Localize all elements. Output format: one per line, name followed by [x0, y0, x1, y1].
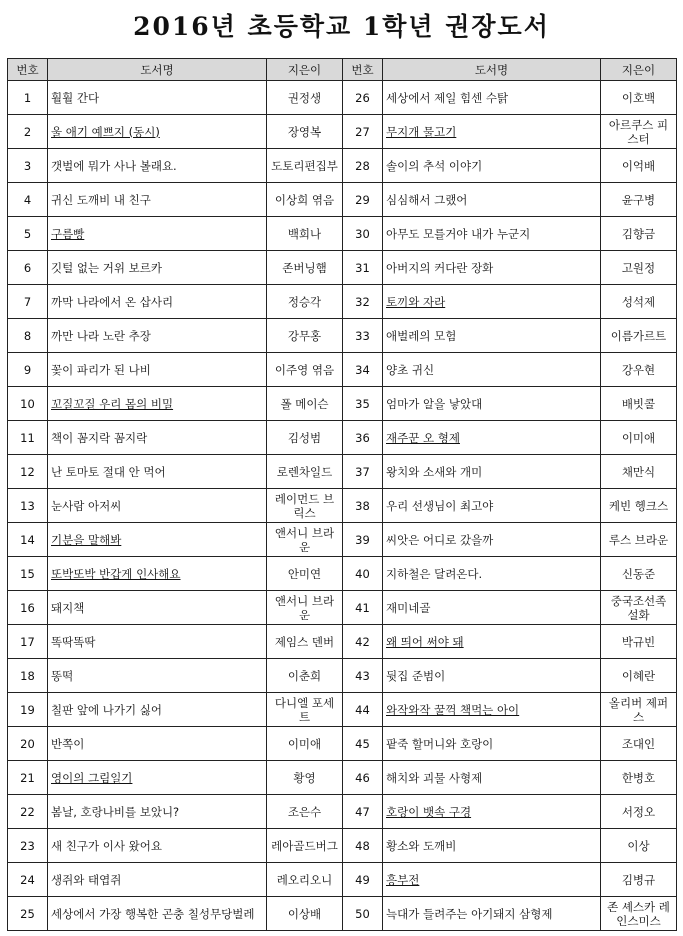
book-title: 세상에서 가장 행복한 곤충 칠성무당벌레: [51, 906, 255, 921]
book-number: 11: [8, 421, 48, 455]
book-author: 채만식: [601, 455, 677, 489]
book-title: 흥부전: [386, 872, 420, 887]
book-number: 14: [8, 523, 48, 557]
table-row: [8, 625, 677, 659]
book-number: 32: [343, 285, 383, 319]
book-title: 까막 나라에서 온 삽사리: [51, 294, 174, 309]
book-author: 레오리오니: [267, 863, 343, 897]
table-row: [8, 353, 677, 387]
book-title-cell: [383, 659, 601, 693]
book-number: 5: [8, 217, 48, 251]
book-author: 제임스 덴버: [267, 625, 343, 659]
book-title: 호랑이 뱃속 구경: [386, 804, 472, 819]
table-row: [8, 863, 677, 897]
book-number: 45: [343, 727, 383, 761]
book-title-cell: [48, 319, 267, 353]
book-title: 황소와 도깨비: [386, 838, 457, 853]
book-author: 루스 브라운: [601, 523, 677, 557]
book-number: 23: [8, 829, 48, 863]
book-title-cell: [48, 353, 267, 387]
book-title-cell: [383, 455, 601, 489]
book-author: 김병규: [601, 863, 677, 897]
book-title-cell: [48, 727, 267, 761]
book-title-cell: [48, 761, 267, 795]
table-header-row: [8, 59, 677, 81]
book-author: 이미애: [267, 727, 343, 761]
book-author: 윤구병: [601, 183, 677, 217]
book-title: 돼지책: [51, 600, 85, 615]
book-author: 황영: [267, 761, 343, 795]
book-author: 권정생: [267, 81, 343, 115]
book-title-cell: [48, 285, 267, 319]
book-number: 37: [343, 455, 383, 489]
book-author: 백희나: [267, 217, 343, 251]
book-number: 44: [343, 693, 383, 727]
book-title-cell: [383, 81, 601, 115]
book-number: 16: [8, 591, 48, 625]
book-author: 장영복: [267, 115, 343, 149]
book-title-cell: [48, 693, 267, 727]
book-number: 24: [8, 863, 48, 897]
book-number: 10: [8, 387, 48, 421]
book-author: 고원정: [601, 251, 677, 285]
book-title: 해치와 괴물 사형제: [386, 770, 483, 785]
book-title-cell: [383, 523, 601, 557]
book-title: 갯벌에 뭐가 사나 볼래요.: [51, 158, 177, 173]
table-row: [8, 897, 677, 931]
book-author: 성석제: [601, 285, 677, 319]
book-number: 43: [343, 659, 383, 693]
book-author: 이호백: [601, 81, 677, 115]
table-row: [8, 149, 677, 183]
book-number: 40: [343, 557, 383, 591]
book-number: 49: [343, 863, 383, 897]
book-title-cell: [48, 421, 267, 455]
book-number: 36: [343, 421, 383, 455]
book-title: 새 친구가 이사 왔어요: [51, 838, 162, 853]
book-title-cell: [383, 217, 601, 251]
book-author: 조대인: [601, 727, 677, 761]
book-title: 눈사람 아저씨: [51, 498, 122, 513]
book-title-cell: [383, 693, 601, 727]
book-title-cell: [48, 149, 267, 183]
book-title: 애벌레의 모험: [386, 328, 457, 343]
table-row: [8, 421, 677, 455]
table-row: [8, 285, 677, 319]
table-row: [8, 693, 677, 727]
book-author: 조은수: [267, 795, 343, 829]
book-number: 28: [343, 149, 383, 183]
book-title-cell: [383, 421, 601, 455]
book-author: 이혜란: [601, 659, 677, 693]
book-title-cell: [48, 659, 267, 693]
book-number: 8: [8, 319, 48, 353]
book-number: 50: [343, 897, 383, 931]
book-title-cell: [383, 183, 601, 217]
table-row: [8, 489, 677, 523]
book-title: 씨앗은 어디로 갔을까: [386, 532, 494, 547]
book-number: 19: [8, 693, 48, 727]
book-author: 이억배: [601, 149, 677, 183]
book-number: 29: [343, 183, 383, 217]
book-title: 똥떡: [51, 668, 74, 683]
book-author: 이상: [601, 829, 677, 863]
book-title-cell: [383, 319, 601, 353]
book-title-cell: [48, 625, 267, 659]
book-author: 존버닝햄: [267, 251, 343, 285]
book-title: 팥죽 할머니와 호랑이: [386, 736, 494, 751]
book-title-cell: [383, 251, 601, 285]
table-row: [8, 727, 677, 761]
book-author: 이상배: [267, 897, 343, 931]
book-title-cell: [383, 727, 601, 761]
book-author: 신동준: [601, 557, 677, 591]
book-title-cell: [48, 217, 267, 251]
book-title: 엄마가 알을 낳았대: [386, 396, 483, 411]
book-number: 35: [343, 387, 383, 421]
table-row: [8, 591, 677, 625]
book-author: 서정오: [601, 795, 677, 829]
book-title: 귀신 도깨비 내 친구: [51, 192, 151, 207]
book-author: 김향금: [601, 217, 677, 251]
book-author: 이상희 엮음: [267, 183, 343, 217]
book-number: 27: [343, 115, 383, 149]
book-title: 아버지의 커다란 장화: [386, 260, 494, 275]
book-number: 17: [8, 625, 48, 659]
book-author: 강우현: [601, 353, 677, 387]
book-number: 25: [8, 897, 48, 931]
book-title: 심심해서 그랬어: [386, 192, 468, 207]
book-number: 1: [8, 81, 48, 115]
book-title-cell: [383, 149, 601, 183]
book-title: 재주꾼 오 형제: [386, 430, 460, 445]
table-row: [8, 523, 677, 557]
book-title-cell: [48, 863, 267, 897]
book-number: 42: [343, 625, 383, 659]
book-title: 봄날, 호랑나비를 보았니?: [51, 804, 180, 819]
header-author-left: 지은이: [267, 59, 343, 81]
book-number: 41: [343, 591, 383, 625]
book-title-cell: [383, 863, 601, 897]
book-title-cell: [383, 795, 601, 829]
header-name-right: 도서명: [383, 59, 601, 81]
table-row: [8, 251, 677, 285]
book-title: 아무도 모를거야 내가 누군지: [386, 226, 531, 241]
book-title-cell: [383, 387, 601, 421]
book-number: 30: [343, 217, 383, 251]
book-title-cell: [48, 387, 267, 421]
book-title: 깃털 없는 거위 보르카: [51, 260, 162, 275]
book-author: 앤서니 브라운: [267, 523, 343, 557]
book-number: 22: [8, 795, 48, 829]
table-row: [8, 455, 677, 489]
book-title-cell: [48, 455, 267, 489]
book-title-cell: [48, 557, 267, 591]
book-number: 38: [343, 489, 383, 523]
table-row: [8, 829, 677, 863]
table-row: [8, 183, 677, 217]
book-title-cell: [48, 251, 267, 285]
book-number: 33: [343, 319, 383, 353]
book-author: 앤서니 브라운: [267, 591, 343, 625]
book-title: 와작와작 꿀꺽 책먹는 아이: [386, 702, 520, 717]
book-title: 재미네골: [386, 600, 431, 615]
book-title: 왕치와 소새와 개미: [386, 464, 483, 479]
header-num-left: 번호: [8, 59, 48, 81]
book-number: 21: [8, 761, 48, 795]
book-author: 김성범: [267, 421, 343, 455]
book-author: 정승각: [267, 285, 343, 319]
book-title-cell: [48, 897, 267, 931]
book-title: 또박또박 반갑게 인사해요: [51, 566, 181, 581]
book-title-cell: [383, 285, 601, 319]
book-title: 책이 꼼지락 꼼지락: [51, 430, 148, 445]
book-title: 영이의 그림일기: [51, 770, 133, 785]
table-row: [8, 795, 677, 829]
table-row: [8, 319, 677, 353]
book-title: 세상에서 제일 힘센 수탉: [386, 90, 509, 105]
book-author: 박규빈: [601, 625, 677, 659]
table-row: [8, 81, 677, 115]
book-title-cell: [48, 829, 267, 863]
book-author: 배빗콜: [601, 387, 677, 421]
book-author: 케빈 헹크스: [601, 489, 677, 523]
book-number: 48: [343, 829, 383, 863]
book-number: 20: [8, 727, 48, 761]
book-title-cell: [48, 81, 267, 115]
book-title: 토끼와 자라: [386, 294, 446, 309]
book-title: 훨훨 간다: [51, 90, 100, 105]
book-number: 18: [8, 659, 48, 693]
table-row: [8, 387, 677, 421]
book-number: 12: [8, 455, 48, 489]
book-number: 39: [343, 523, 383, 557]
book-number: 6: [8, 251, 48, 285]
book-author: 이주영 엮음: [267, 353, 343, 387]
table-row: [8, 761, 677, 795]
book-number: 7: [8, 285, 48, 319]
book-author: 이름가르트: [601, 319, 677, 353]
book-title: 뒷집 준범이: [386, 668, 446, 683]
book-title-cell: [48, 523, 267, 557]
book-title: 칠판 앞에 나가기 싫어: [51, 702, 162, 717]
book-number: 46: [343, 761, 383, 795]
page-title: 2016년 초등학교 1학년 권장도서: [133, 12, 550, 41]
book-title: 지하철은 달려온다.: [386, 566, 483, 581]
book-author: 중국조선족 설화: [601, 591, 677, 625]
book-author: 안미연: [267, 557, 343, 591]
book-title: 꼬질꼬질 우리 몸의 비밀: [51, 396, 174, 411]
book-author: 레아골드버그: [267, 829, 343, 863]
book-number: 3: [8, 149, 48, 183]
book-title: 양초 귀신: [386, 362, 435, 377]
book-author: 올리버 제퍼스: [601, 693, 677, 727]
book-number: 13: [8, 489, 48, 523]
book-number: 34: [343, 353, 383, 387]
book-title-cell: [383, 353, 601, 387]
book-title: 까만 나라 노란 추장: [51, 328, 151, 343]
header-name-left: 도서명: [48, 59, 267, 81]
recommended-books-table: [7, 58, 677, 931]
book-author: 다니엘 포세트: [267, 693, 343, 727]
book-title-cell: [383, 489, 601, 523]
book-number: 9: [8, 353, 48, 387]
book-number: 26: [343, 81, 383, 115]
book-title: 우리 선생님이 최고야: [386, 498, 494, 513]
book-author: 이춘희: [267, 659, 343, 693]
book-author: 레이먼드 브릭스: [267, 489, 343, 523]
book-title: 꽃이 파리가 된 나비: [51, 362, 151, 377]
book-title-cell: [48, 115, 267, 149]
book-title-cell: [383, 897, 601, 931]
header-author-right: 지은이: [601, 59, 677, 81]
table-row: [8, 659, 677, 693]
book-author: 폴 메이슨: [267, 387, 343, 421]
book-title-cell: [48, 591, 267, 625]
header-num-right: 번호: [343, 59, 383, 81]
book-title-cell: [48, 489, 267, 523]
book-title-cell: [383, 115, 601, 149]
table-row: [8, 557, 677, 591]
book-number: 2: [8, 115, 48, 149]
book-author: 아르쿠스 피스터: [601, 115, 677, 149]
book-author: 한병호: [601, 761, 677, 795]
book-title-cell: [48, 183, 267, 217]
book-title: 솔이의 추석 이야기: [386, 158, 483, 173]
book-number: 31: [343, 251, 383, 285]
book-number: 15: [8, 557, 48, 591]
book-title-cell: [383, 625, 601, 659]
book-author: 도토리편집부: [267, 149, 343, 183]
book-title: 늑대가 들려주는 아기돼지 삼형제: [386, 906, 553, 921]
book-title: 무지개 물고기: [386, 124, 457, 139]
book-author: 이미애: [601, 421, 677, 455]
book-title-cell: [383, 591, 601, 625]
book-title: 난 토마토 절대 안 먹어: [51, 464, 166, 479]
table-row: [8, 217, 677, 251]
book-title: 기분을 말해봐: [51, 532, 122, 547]
book-title: 생쥐와 태엽쥐: [51, 872, 122, 887]
book-author: 로렌차일드: [267, 455, 343, 489]
book-number: 47: [343, 795, 383, 829]
book-title: 똑딱똑딱: [51, 634, 96, 649]
book-title: 구름빵: [51, 226, 85, 241]
book-title-cell: [48, 795, 267, 829]
book-title: 반쪽이: [51, 736, 85, 751]
book-author: 강무홍: [267, 319, 343, 353]
book-number: 4: [8, 183, 48, 217]
book-title-cell: [383, 557, 601, 591]
book-title: 울 애기 예쁘지 (동시): [51, 124, 160, 139]
table-row: [8, 115, 677, 149]
book-title-cell: [383, 829, 601, 863]
book-title-cell: [383, 761, 601, 795]
book-title: 왜 띄어 써야 돼: [386, 634, 464, 649]
book-author: 존 셰스카 레인스미스: [601, 897, 677, 931]
